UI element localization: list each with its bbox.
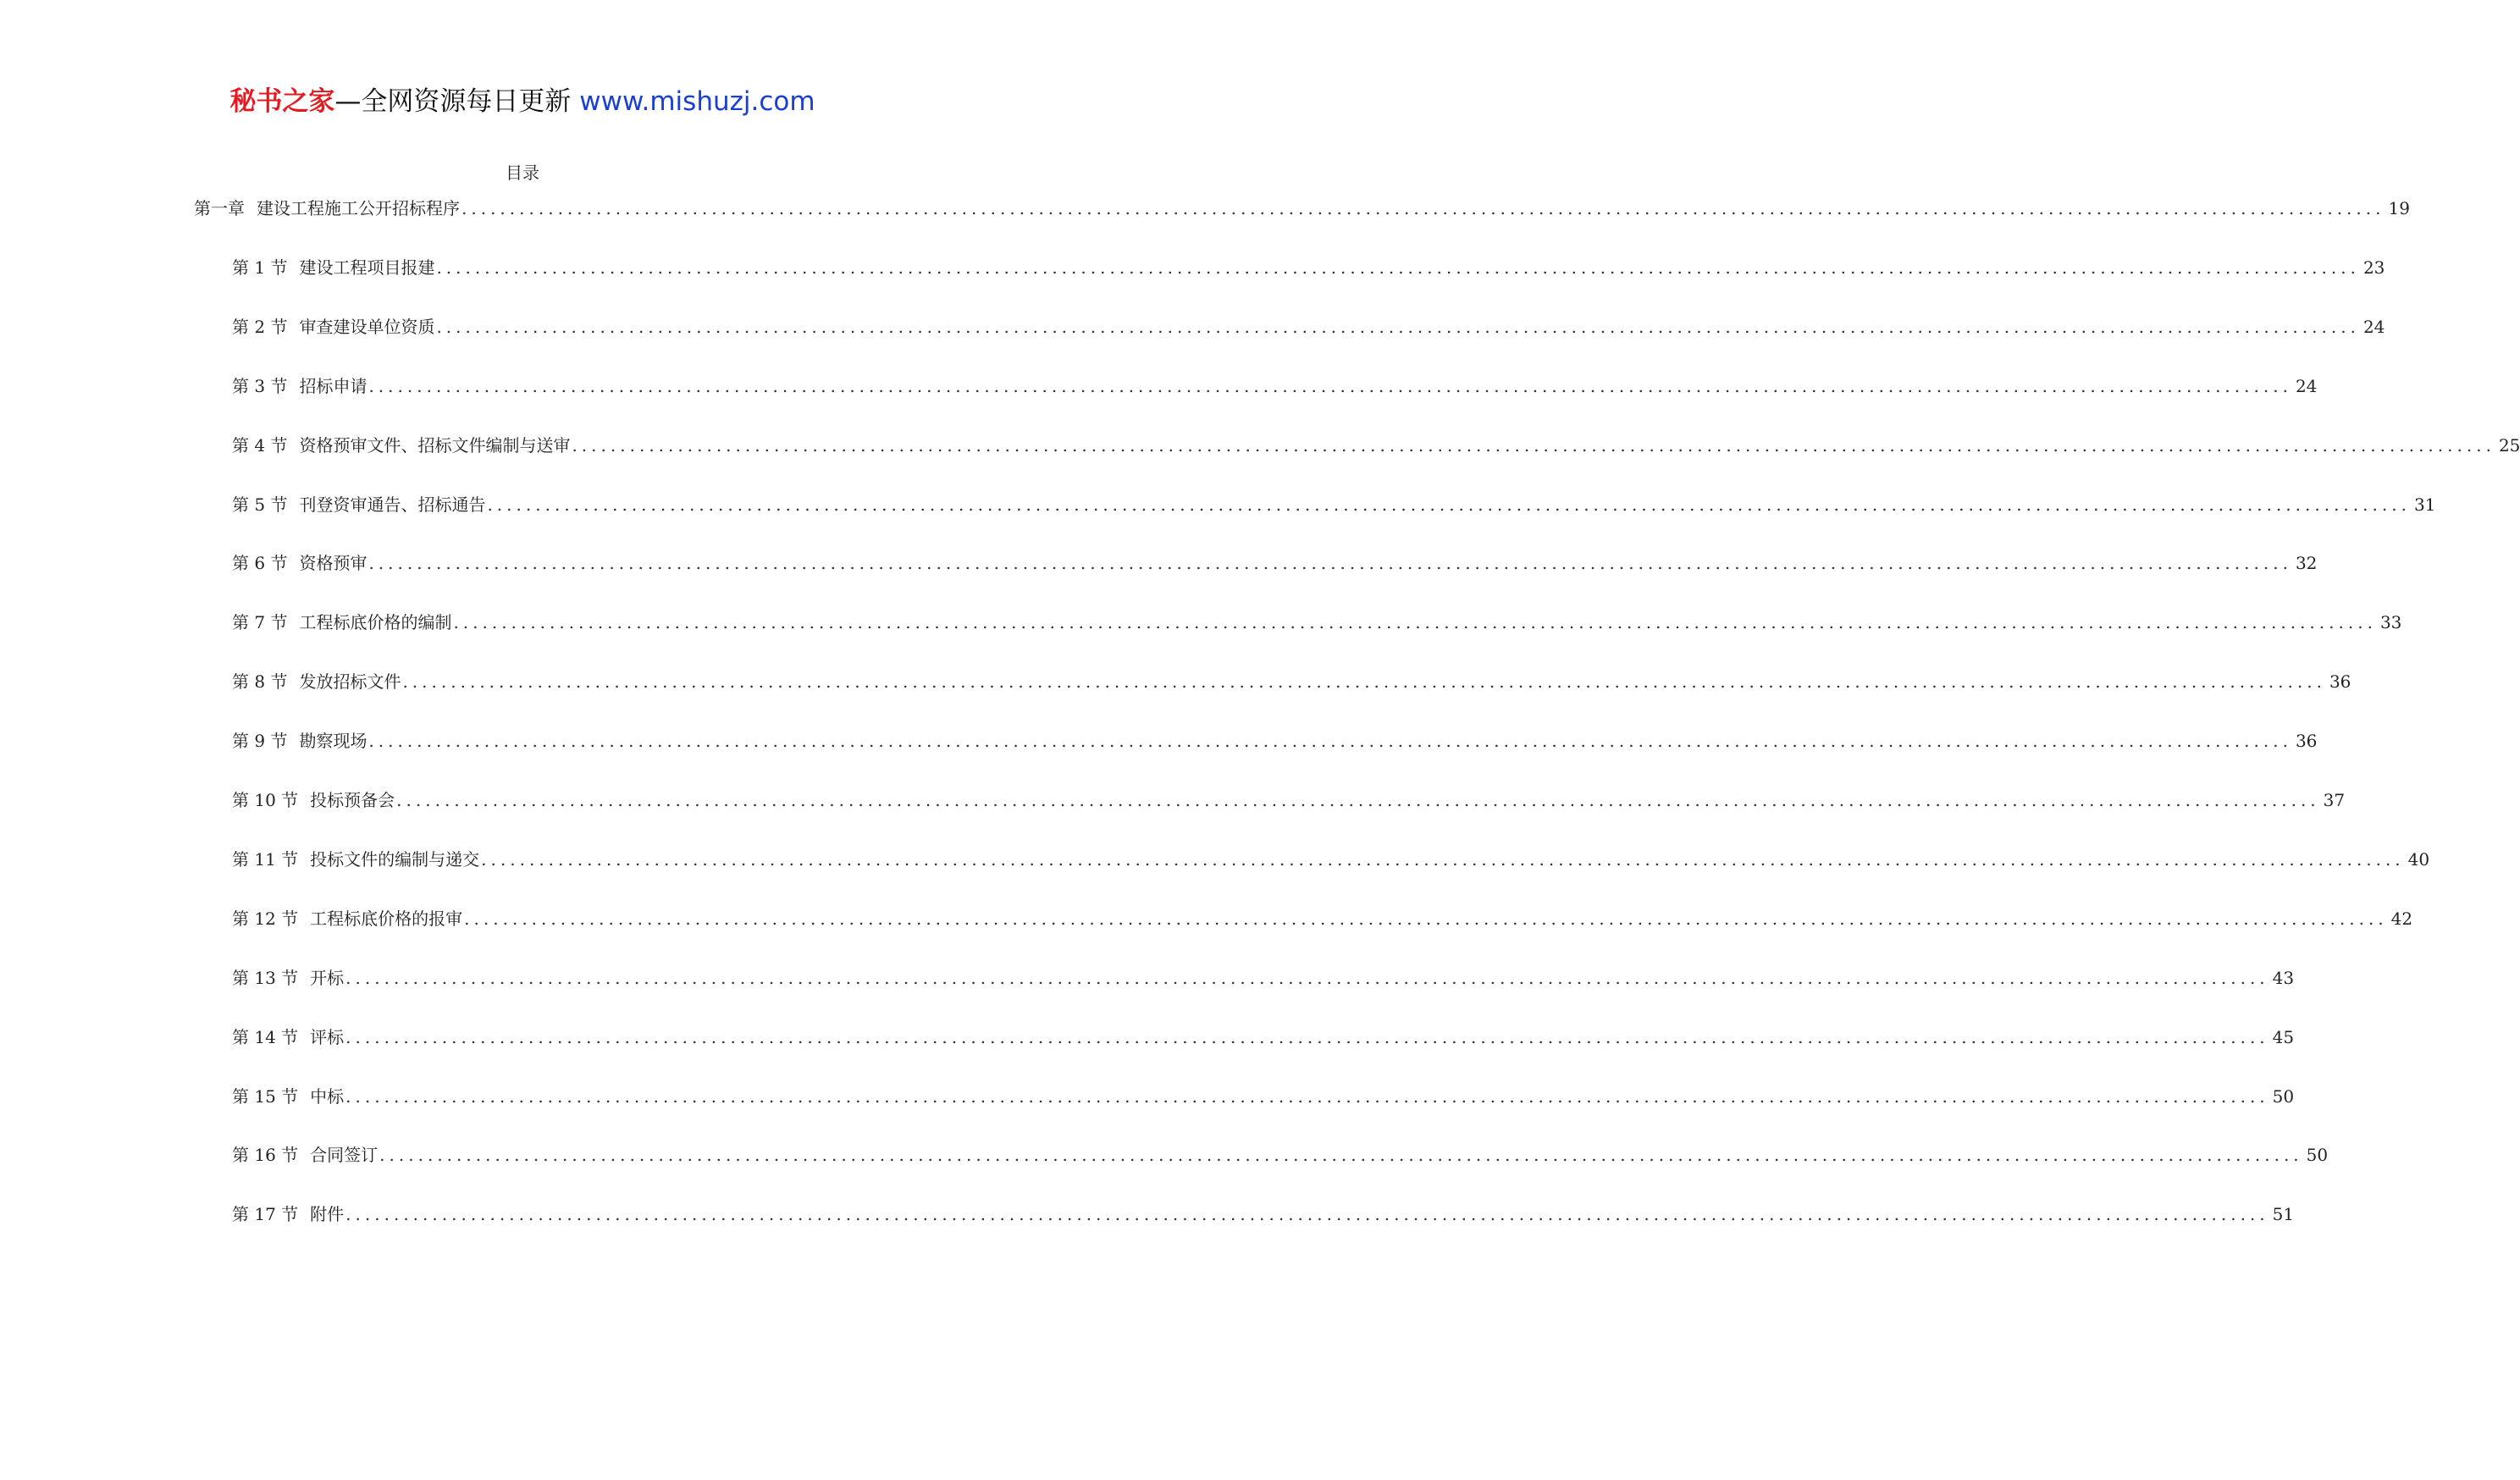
toc-page-number: 50 xyxy=(2306,1145,2329,1166)
toc-section-entry[interactable] xyxy=(232,610,2402,635)
brand-name: 秘书之家 xyxy=(229,86,335,117)
toc-entry-title: 建设工程施工公开招标程序 xyxy=(257,198,460,218)
toc-page-number: 24 xyxy=(2362,316,2385,337)
toc-entry-title: 中标 xyxy=(310,1085,345,1107)
toc-dot-leader: ........................................................................................................................................................................................................ xyxy=(345,1026,2269,1047)
site-url-link[interactable]: www.mishuzj.com xyxy=(579,86,815,117)
toc-page-number: 51 xyxy=(2272,1204,2295,1225)
toc-entry-title: 评标 xyxy=(310,1026,345,1047)
toc-entry-number: 第 6 节 xyxy=(232,553,288,574)
toc-entry-number: 第 10 节 xyxy=(232,790,299,810)
toc-dot-leader: ........................................................................................................................................................................................................ xyxy=(453,612,2377,633)
toc-entry-title: 合同签订 xyxy=(310,1145,379,1166)
toc-entry-title: 开标 xyxy=(310,967,345,988)
toc-dot-leader: ........................................................................................................................................................................................................ xyxy=(368,731,2292,752)
toc-entry-title: 发放招标文件 xyxy=(299,671,401,693)
toc-entry-number: 第一章 xyxy=(194,198,245,218)
toc-entry-number: 第 4 节 xyxy=(232,434,288,456)
toc-entry-number: 第 17 节 xyxy=(232,1204,299,1225)
toc-entry-title: 刊登资审通告、招标通告 xyxy=(299,494,486,515)
toc-dot-leader: ........................................................................................................................................................................................................ xyxy=(464,908,2388,929)
toc-entry-title: 建设工程项目报建 xyxy=(299,257,435,278)
toc-page-number: 33 xyxy=(2379,612,2402,633)
toc-section-entry[interactable] xyxy=(232,492,2436,517)
toc-entry-number: 第 14 节 xyxy=(232,1026,299,1047)
toc-section-entry[interactable] xyxy=(232,1201,2295,1227)
toc-page-number: 36 xyxy=(2329,671,2351,693)
toc-entry-title: 工程标底价格的编制 xyxy=(299,612,452,633)
toc-section-entry[interactable] xyxy=(232,1084,2295,1109)
toc-entry-title: 附件 xyxy=(310,1204,345,1225)
toc-dot-leader: ........................................................................................................................................................................................................ xyxy=(481,848,2405,870)
toc-section-entry[interactable] xyxy=(232,1024,2295,1050)
toc-page-number: 36 xyxy=(2295,731,2318,752)
toc-page-number: 37 xyxy=(2323,790,2346,810)
toc-chapter-entry[interactable] xyxy=(194,196,2410,221)
toc-page-number: 43 xyxy=(2272,967,2295,988)
toc-section-entry[interactable] xyxy=(232,373,2318,399)
toc-dot-leader: ........................................................................................................................................................................................................ xyxy=(402,671,2326,693)
toc-section-entry[interactable] xyxy=(232,728,2318,754)
toc-entry-number: 第 15 节 xyxy=(232,1085,299,1107)
toc-section-entry[interactable] xyxy=(232,965,2295,991)
toc-dot-leader: ........................................................................................................................................................................................................ xyxy=(368,375,2292,396)
toc-entry-number: 第 13 节 xyxy=(232,967,299,988)
toc-dot-leader: ........................................................................................................................................................................................................ xyxy=(396,790,2320,810)
toc-entry-title: 资格预审 xyxy=(299,553,368,574)
toc-page-number: 40 xyxy=(2407,848,2430,870)
toc-entry-title: 审查建设单位资质 xyxy=(299,316,435,337)
toc-entry-number: 第 16 节 xyxy=(232,1145,299,1166)
toc-entry-number: 第 3 节 xyxy=(232,375,288,396)
toc-entry-title: 工程标底价格的报审 xyxy=(310,908,463,929)
toc-entry-number: 第 11 节 xyxy=(232,848,299,870)
toc-page-number: 25 xyxy=(2498,434,2520,456)
toc-page-number: 23 xyxy=(2362,257,2385,278)
toc-dot-leader: ........................................................................................................................................................................................................ xyxy=(436,257,2360,278)
toc-section-entry[interactable] xyxy=(232,433,2520,458)
toc-page-number: 24 xyxy=(2295,375,2318,396)
toc-entry-title: 投标预备会 xyxy=(310,790,395,810)
toc-entry-title: 资格预审文件、招标文件编制与送审 xyxy=(299,434,571,456)
toc-entry-number: 第 9 节 xyxy=(232,731,288,752)
toc-page-number: 31 xyxy=(2413,494,2436,515)
toc-title: 目录 xyxy=(506,163,539,183)
toc-page-number: 50 xyxy=(2272,1085,2295,1107)
toc-section-entry[interactable] xyxy=(232,1142,2329,1168)
toc-section-entry[interactable] xyxy=(232,787,2346,813)
toc-entry-number: 第 2 节 xyxy=(232,316,288,337)
toc-page-number: 19 xyxy=(2388,198,2410,218)
toc-entry-title: 勘察现场 xyxy=(299,731,368,752)
toc-entry-number: 第 7 节 xyxy=(232,612,288,633)
toc-section-entry[interactable] xyxy=(232,847,2430,872)
toc-dot-leader: ........................................................................................................................................................................................................ xyxy=(487,494,2411,515)
toc-dot-leader: ........................................................................................................................................................................................................ xyxy=(436,316,2360,337)
toc-page-number: 45 xyxy=(2272,1026,2295,1047)
toc-entry-number: 第 1 节 xyxy=(232,257,288,278)
toc-section-entry[interactable] xyxy=(232,669,2351,694)
toc-entry-number: 第 12 节 xyxy=(232,908,299,929)
toc-dot-leader: ........................................................................................................................................................................................................ xyxy=(572,434,2495,456)
banner-tagline: —全网资源每日更新 xyxy=(334,86,572,117)
toc-section-entry[interactable] xyxy=(232,314,2385,340)
toc-entry-title: 投标文件的编制与递交 xyxy=(310,848,480,870)
toc-dot-leader: ........................................................................................................................................................................................................ xyxy=(345,1204,2269,1225)
toc-section-entry[interactable] xyxy=(232,550,2318,576)
toc-page-number: 42 xyxy=(2390,908,2413,929)
toc-dot-leader: ........................................................................................................................................................................................................ xyxy=(345,1085,2269,1107)
toc-dot-leader: ........................................................................................................................................................................................................ xyxy=(461,198,2385,218)
toc-entry-number: 第 8 节 xyxy=(232,671,288,693)
toc-section-entry[interactable] xyxy=(232,906,2413,931)
toc-dot-leader: ........................................................................................................................................................................................................ xyxy=(379,1145,2303,1166)
toc-dot-leader: ........................................................................................................................................................................................................ xyxy=(345,967,2269,988)
toc-section-entry[interactable] xyxy=(232,255,2385,280)
toc-entry-title: 招标申请 xyxy=(299,375,368,396)
toc-page-number: 32 xyxy=(2295,553,2318,574)
toc-entry-number: 第 5 节 xyxy=(232,494,288,515)
toc-dot-leader: ........................................................................................................................................................................................................ xyxy=(368,553,2292,574)
